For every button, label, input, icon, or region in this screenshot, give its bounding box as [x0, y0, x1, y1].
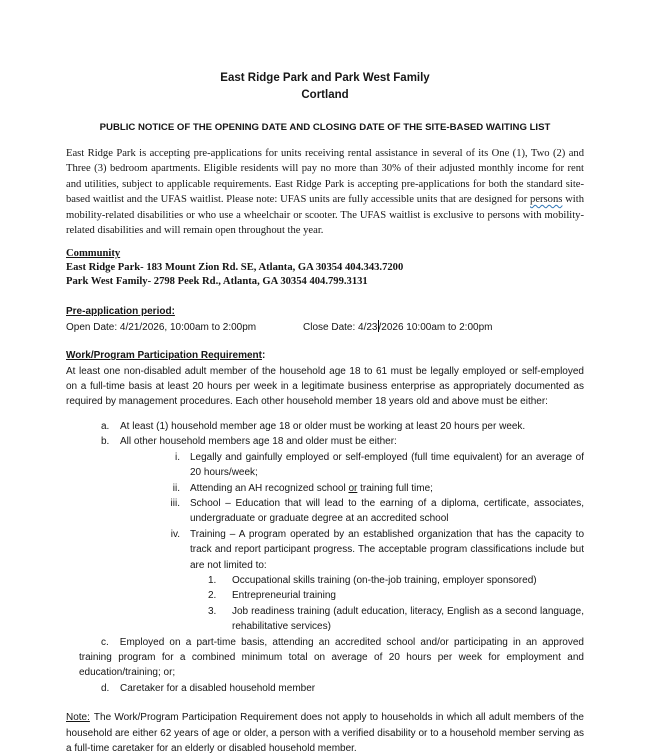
title-block: [66, 70, 584, 104]
list-item-c-text: Employed on a part-time basis, attending an accredited school and/or participating in an approved training program for a combined minimum total on average of 20 hours per week for employment and education/training; or;: [79, 636, 584, 679]
list-item-iv-text: Training – A program operated by an established organization that has the capacity to track and report participant progress. The acceptable program classifications include but are not limited to:: [190, 528, 584, 571]
list-item-b-label: b.: [101, 436, 110, 448]
list-item-1-label: 1.: [208, 574, 217, 586]
work-program-intro: At least one non-disabled adult member of the household age 18 to 61 must be legally employed or self-employed on a full-time basis at least 20 hours per week in a legitimate business enterprise as appropriately documented as required by management procedures. Each other household member 18 years old and above must be either:: [66, 365, 584, 408]
requirements-list: [66, 419, 584, 696]
list-item-ii: [66, 481, 584, 496]
spellcheck-flagged-word: persons: [530, 194, 563, 206]
list-item-3-text: Job readiness training (adult education, literacy, English as a second language, rehabilitative services): [232, 605, 584, 633]
list-item-iv: [66, 527, 584, 573]
list-item-d-text: Caretaker for a disabled household member: [120, 682, 316, 694]
note-paragraph: [66, 710, 584, 756]
list-item-3-label: 3.: [208, 605, 217, 617]
list-item-ii-text-after: training full time;: [357, 482, 433, 494]
community-address-east-ridge: East Ridge Park- 183 Mount Zion Rd. SE, Atlanta, GA 30354 404.343.7200: [66, 262, 404, 274]
close-date-after-cursor: /2026 10:00am to 2:00pm: [378, 321, 493, 333]
list-item-d-label: d.: [101, 682, 110, 694]
list-item-iv-label: iv.: [170, 528, 180, 540]
list-item-i-label: i.: [175, 451, 180, 463]
list-item-3: [66, 604, 584, 635]
work-program-heading-text: Work/Program Participation Requirement: [66, 350, 262, 362]
close-date-before-cursor: Close Date: 4/23: [303, 321, 378, 333]
open-date: Open Date: 4/21/2026, 10:00am to 2:00pm: [66, 321, 257, 333]
community-heading: Community: [66, 248, 121, 260]
list-item-a-text: At least (1) household member age 18 or older must be working at least 20 hours per week.: [120, 420, 526, 432]
list-item-1: [66, 573, 584, 588]
note-text: The Work/Program Participation Requirement does not apply to households in which all adult members of the household are either 62 years of age or older, a person with a verified disability or to a household member serving as a full-time caretaker for an elderly or disabled household member.: [66, 712, 584, 754]
list-item-b: [66, 434, 584, 449]
list-item-iii-label: iii.: [170, 497, 180, 509]
list-item-d: [66, 681, 584, 696]
list-item-2-label: 2.: [208, 590, 217, 602]
work-program-section: [66, 348, 584, 696]
list-item-1-text: Occupational skills training (on-the-job training, employer sponsored): [232, 574, 537, 586]
note-label: Note:: [66, 712, 90, 724]
work-program-heading: [66, 348, 584, 363]
community-address-park-west: Park West Family- 2798 Peek Rd., Atlanta, GA 30354 404.799.3131: [66, 276, 368, 288]
list-item-ii-label: ii.: [172, 482, 180, 494]
list-item-iii: [66, 496, 584, 527]
list-item-a-label: a.: [101, 420, 110, 432]
community-section: [66, 247, 584, 289]
intro-text-after: with mobility-related disabilities or who use a wheelchair or scooter. The UFAS waitlist is exclusive to persons with mobility-related disabilities and will remain open throughout the year.: [66, 194, 584, 237]
list-item-2-text: Entrepreneurial training: [232, 590, 336, 602]
notice-heading: PUBLIC NOTICE OF THE OPENING DATE AND CLOSING DATE OF THE SITE-BASED WAITING LIST: [99, 122, 551, 133]
close-date: [303, 320, 492, 335]
list-item-iii-text: School – Education that will lead to the earning of a diploma, certificate, associates, undergraduate or graduate degree at an accredited school: [190, 497, 584, 525]
date-row: [66, 320, 584, 335]
intro-text-before: East Ridge Park is accepting pre-applications for units receiving rental assistance in several of its One (1), Two (2) and Three (3) bedroom apartments. Eligible residents will pay no more than 30% of their adjusted monthly income for rent and utilities, subject to applicable requirements. East Ridge Park is accepting pre-applications for both the standard site-based waitlist and the UFAS waitlist. Please note: UFAS units are fully accessible units that are designed for: [66, 148, 584, 206]
preapplication-section: [66, 304, 584, 335]
list-item-i: [66, 450, 584, 481]
list-item-ii-text-before: Attending an AH recognized school: [190, 482, 349, 494]
list-item-2: [66, 588, 584, 603]
list-item-b-text: All other household members age 18 and older must be either:: [120, 436, 397, 448]
page-title: East Ridge Park and Park West Family: [220, 72, 430, 84]
list-item-c: [79, 635, 584, 681]
preapplication-heading: Pre-application period:: [66, 306, 175, 318]
intro-paragraph: [66, 146, 584, 238]
list-item-i-text: Legally and gainfully employed or self-employed (full time equivalent) for an average of 20 hours/week;: [190, 451, 584, 479]
work-program-heading-colon: :: [261, 350, 266, 362]
list-item-c-label: c.: [101, 636, 109, 648]
list-item-a: [66, 419, 584, 434]
list-item-ii-underlined-word: or: [348, 482, 358, 494]
page-subtitle: Cortland: [301, 89, 349, 101]
